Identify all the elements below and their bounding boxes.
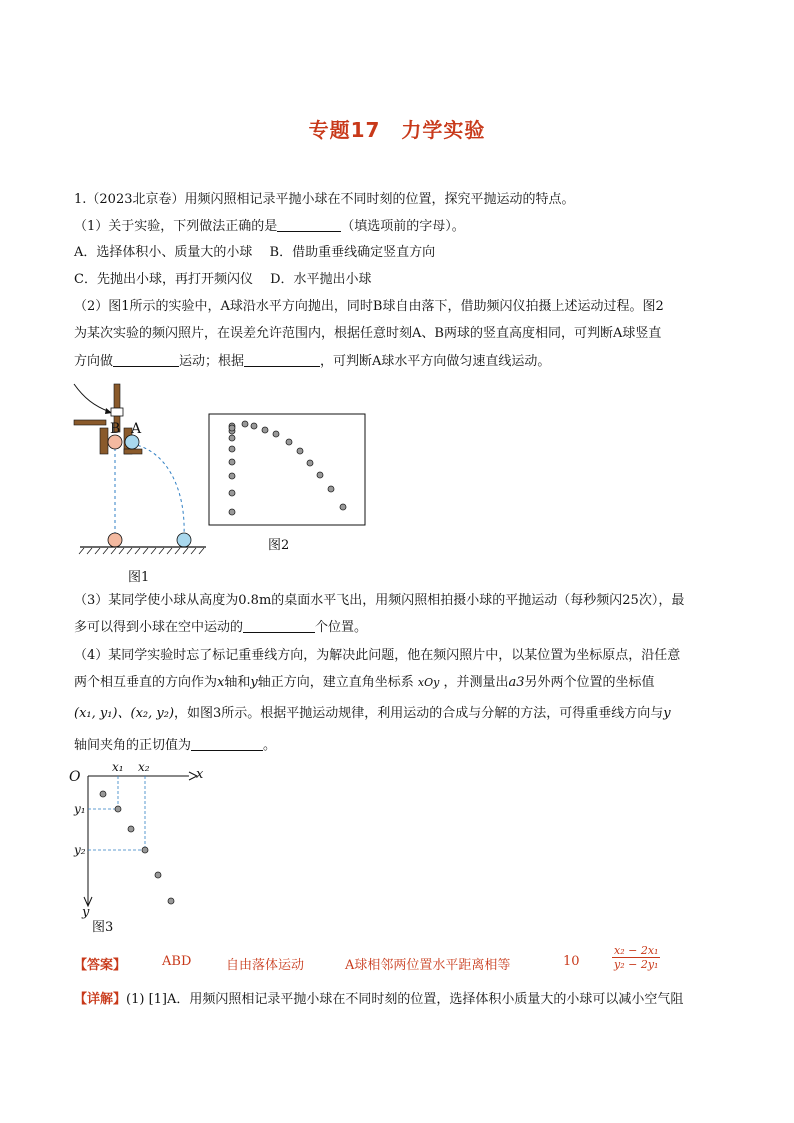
origin-label: O <box>69 769 81 785</box>
q1-part4-l2c: 轴正方向，建立直角坐标系 <box>257 675 414 690</box>
var-x: x <box>217 675 225 690</box>
ball-a <box>125 435 139 449</box>
figure-1 <box>66 378 211 560</box>
answer-3: A球相邻两位置水平距离相等 <box>345 958 511 973</box>
q1-part4-l2e: 另外两个位置的坐标值 <box>524 675 655 690</box>
detail-line <box>74 992 683 1008</box>
flash-dot-a <box>307 460 313 466</box>
flash-dot-a <box>328 486 334 492</box>
flash-dot-a <box>286 439 292 445</box>
q1-part2-l3c: ，可判断A球水平方向做匀速直线运动。 <box>320 354 551 369</box>
q1-part4-l4b: 。 <box>263 738 277 753</box>
answer-blank-5[interactable] <box>191 738 263 751</box>
page-title: 专题17 力学实验 <box>308 118 486 142</box>
flash-dot-a <box>242 421 248 427</box>
y1-label: y₁ <box>74 802 86 816</box>
platform-left <box>74 420 106 425</box>
fraction-numerator: x₂ − 2x₁ <box>612 944 660 958</box>
q1-part4-l2b: 轴和 <box>224 675 251 690</box>
flash-dot-a <box>251 423 257 429</box>
support-left <box>100 428 108 454</box>
figure-3 <box>74 765 204 915</box>
x2-label: x₂ <box>138 760 150 774</box>
q1-part2-l3b: 运动；根据 <box>179 354 245 369</box>
q1-part4-line3 <box>74 706 671 722</box>
answer-2: 自由落体运动 <box>226 958 305 973</box>
coord-values: (x₁, y₁)、(x₂, y₂) <box>74 706 175 721</box>
var-y: y <box>250 675 258 690</box>
var-a3: a3 <box>508 675 525 690</box>
fig1-caption: 图1 <box>128 570 150 585</box>
q1-part4-line4 <box>74 738 276 754</box>
flash-dot-b <box>229 490 235 496</box>
flash-dot-a <box>340 504 346 510</box>
answer-1: ABD <box>162 954 192 969</box>
q1-part2-line1: （2）图1所示的实验中，A球沿水平方向抛出，同时B球自由落下，借助频闪仪拍摄上述运动过程。图2 <box>74 299 664 314</box>
arrow-curve <box>74 384 110 412</box>
flash-dot <box>128 826 134 832</box>
y-axis-label: y <box>82 905 90 920</box>
q1-part1-b: （填选项前的字母）。 <box>341 219 465 234</box>
x1-label: x₁ <box>112 760 124 774</box>
var-y-axis: y <box>663 706 671 721</box>
flash-dot-b <box>229 459 235 465</box>
q1-part4-l4a: 轴间夹角的正切值为 <box>74 738 192 753</box>
flash-dot-b <box>229 446 235 452</box>
detail-text: (1) [1]A．用频闪照相记录平抛小球在不同时刻的位置，选择体积小质量大的小球可以减小空气阻 <box>126 992 684 1007</box>
ball-a-landed <box>177 533 191 547</box>
platform-right <box>124 449 142 454</box>
fig3-caption: 图3 <box>92 920 114 935</box>
fig2-caption: 图2 <box>268 538 290 553</box>
q1-part2-line3 <box>74 354 550 370</box>
option-cd: C．先抛出小球，再打开频闪仪 D．水平抛出小球 <box>74 272 372 287</box>
ball-b-landed <box>108 533 122 547</box>
launch-latch <box>111 408 123 416</box>
answer-blank-2[interactable] <box>113 354 179 367</box>
q1-part4-line1: （4）某同学实验时忘了标记重垂线方向，为解决此问题，他在频闪照片中，以某位置为坐标原点，沿任意 <box>74 648 681 663</box>
flash-dot <box>155 872 161 878</box>
q1-part3-l2a: 多可以得到小球在空中运动的 <box>74 620 244 635</box>
x-axis-label: x <box>196 767 204 782</box>
flash-dot-a <box>229 425 235 431</box>
answer-4: 10 <box>563 954 580 969</box>
flash-dot-p2 <box>142 847 148 853</box>
detail-label: 【详解】 <box>74 992 127 1007</box>
fig1-label-a: A <box>131 421 142 437</box>
y2-label: y₂ <box>74 843 86 857</box>
flash-dot-b <box>229 473 235 479</box>
q1-part3-line2 <box>74 620 367 636</box>
flash-dot <box>168 898 174 904</box>
answer-blank-3[interactable] <box>244 354 320 367</box>
answer-5-fraction <box>612 944 660 971</box>
option-ab: A．选择体积小、质量大的小球 B．借助重垂线确定竖直方向 <box>74 245 436 260</box>
flash-dot-a <box>273 431 279 437</box>
flash-dot <box>100 791 106 797</box>
ground-hatch <box>79 548 204 554</box>
answer-label: 【答案】 <box>74 958 127 973</box>
q1-part4-line2 <box>74 675 655 691</box>
q1-part2-line2: 为某次实验的频闪照片，在误差允许范围内，根据任意时刻A、B两球的竖直高度相同，可判断A球竖直 <box>74 326 662 341</box>
q1-part4-l3b: ，如图3所示。根据平抛运动规律，利用运动的合成与分解的方法，可得重垂线方向与 <box>174 706 664 721</box>
flash-dot-b <box>229 435 235 441</box>
flash-dot-a <box>297 448 303 454</box>
flash-dot-a <box>317 472 323 478</box>
q1-part3-line1: （3）某同学使小球从高度为0.8m的桌面水平飞出，用频闪照相拍摄小球的平抛运动（每秒频闪25次），最 <box>74 593 685 608</box>
flash-dot-p1 <box>115 806 121 812</box>
ball-a-path <box>132 444 184 536</box>
fig1-label-b: B <box>110 421 121 437</box>
coord-system: xOy <box>417 676 440 689</box>
q1-part1 <box>74 219 465 235</box>
q1-part1-a: （1）关于实验，下列做法正确的是 <box>74 219 278 234</box>
flash-dot-b <box>229 509 235 515</box>
q1-part2-l3a: 方向做 <box>74 354 114 369</box>
q1-stem: 1.（2023北京卷）用频闪照相记录平抛小球在不同时刻的位置，探究平抛运动的特点。 <box>74 192 575 207</box>
answer-blank-1[interactable] <box>277 219 341 232</box>
q1-part4-l2d: ，并测量出 <box>443 675 509 690</box>
q1-part4-l2a: 两个相互垂直的方向作为 <box>74 675 218 690</box>
figure-2 <box>208 413 366 526</box>
flash-dot-a <box>262 427 268 433</box>
answer-blank-4[interactable] <box>243 620 315 633</box>
fraction-denominator: y₂ − 2y₁ <box>614 958 659 971</box>
q1-part3-l2b: 个位置。 <box>315 620 368 635</box>
ball-b <box>108 435 122 449</box>
